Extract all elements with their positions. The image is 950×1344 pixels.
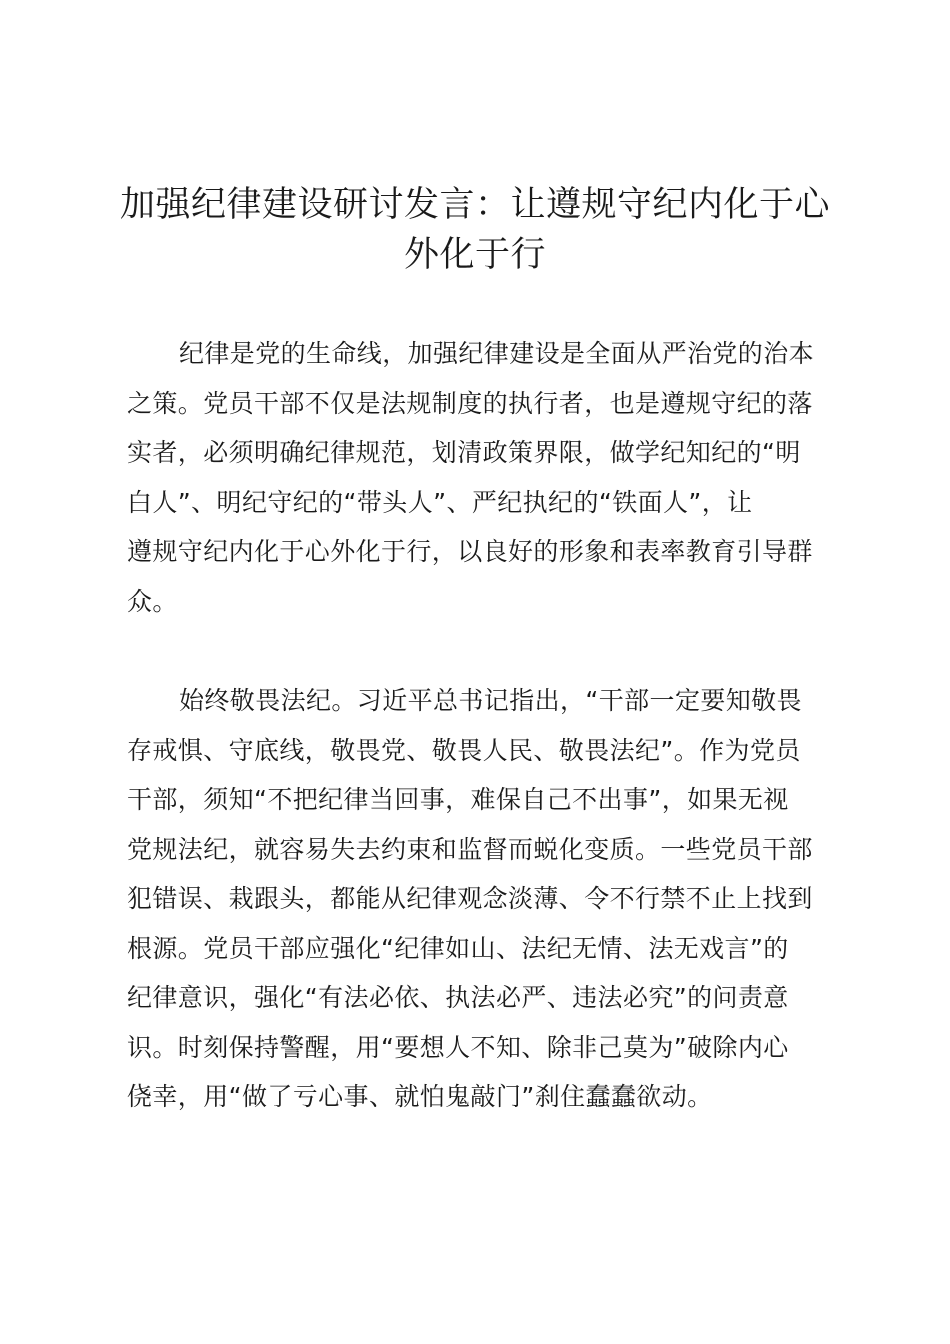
paragraph-line: 存戒惧、守底线，敬畏党、敬畏人民、敬畏法纪”。作为党员 xyxy=(127,735,801,765)
paragraph-line: 众。 xyxy=(127,586,178,616)
paragraph-text xyxy=(127,329,833,626)
paragraph-1 xyxy=(127,329,833,626)
paragraph-line: 侥幸，用“做了亏心事、就怕鬼敲门”刹住蠢蠢欲动。 xyxy=(127,1082,713,1111)
document-title xyxy=(110,180,840,280)
paragraph-line: 白人”、明纪守纪的“带头人”、严纪执纪的“铁面人”，让 xyxy=(127,487,753,517)
paragraph-line: 实者，必须明确纪律规范，划清政策界限，做学纪知纪的“明 xyxy=(127,438,801,467)
paragraph-line: 识。时刻保持警醒，用“要想人不知、除非己莫为”破除内心 xyxy=(127,1032,789,1062)
paragraph-text xyxy=(127,676,833,1122)
paragraph-line: 纪律是党的生命线，加强纪律建设是全面从严治党的治本 xyxy=(179,339,815,368)
paragraph-line: 始终敬畏法纪。习近平总书记指出，“干部一定要知敬畏 xyxy=(179,686,802,715)
paragraph-line: 党规法纪，就容易失去约束和监督而蜕化变质。一些党员干部 xyxy=(127,834,813,864)
paragraph-line: 干部，须知“不把纪律当回事，难保自己不出事”，如果无视 xyxy=(127,785,789,814)
title-line-2: 外化于行 xyxy=(403,235,546,275)
paragraph-line: 遵规守纪内化于心外化于行，以良好的形象和表率教育引导群 xyxy=(127,537,813,566)
paragraph-2 xyxy=(127,676,833,1122)
paragraph-line: 犯错误、栽跟头，都能从纪律观念淡薄、令不行禁不止上找到 xyxy=(127,884,813,913)
paragraph-line: 根源。党员干部应强化“纪律如山、法纪无情、法无戏言”的 xyxy=(127,933,789,963)
title-line-1: 加强纪律建设研讨发言：让遵规守纪内化于心 xyxy=(119,185,830,225)
paragraph-line: 纪律意识，强化“有法必依、执法必严、违法必究”的问责意 xyxy=(127,983,789,1012)
paragraph-line: 之策。党员干部不仅是法规制度的执行者，也是遵规守纪的落 xyxy=(127,388,813,418)
